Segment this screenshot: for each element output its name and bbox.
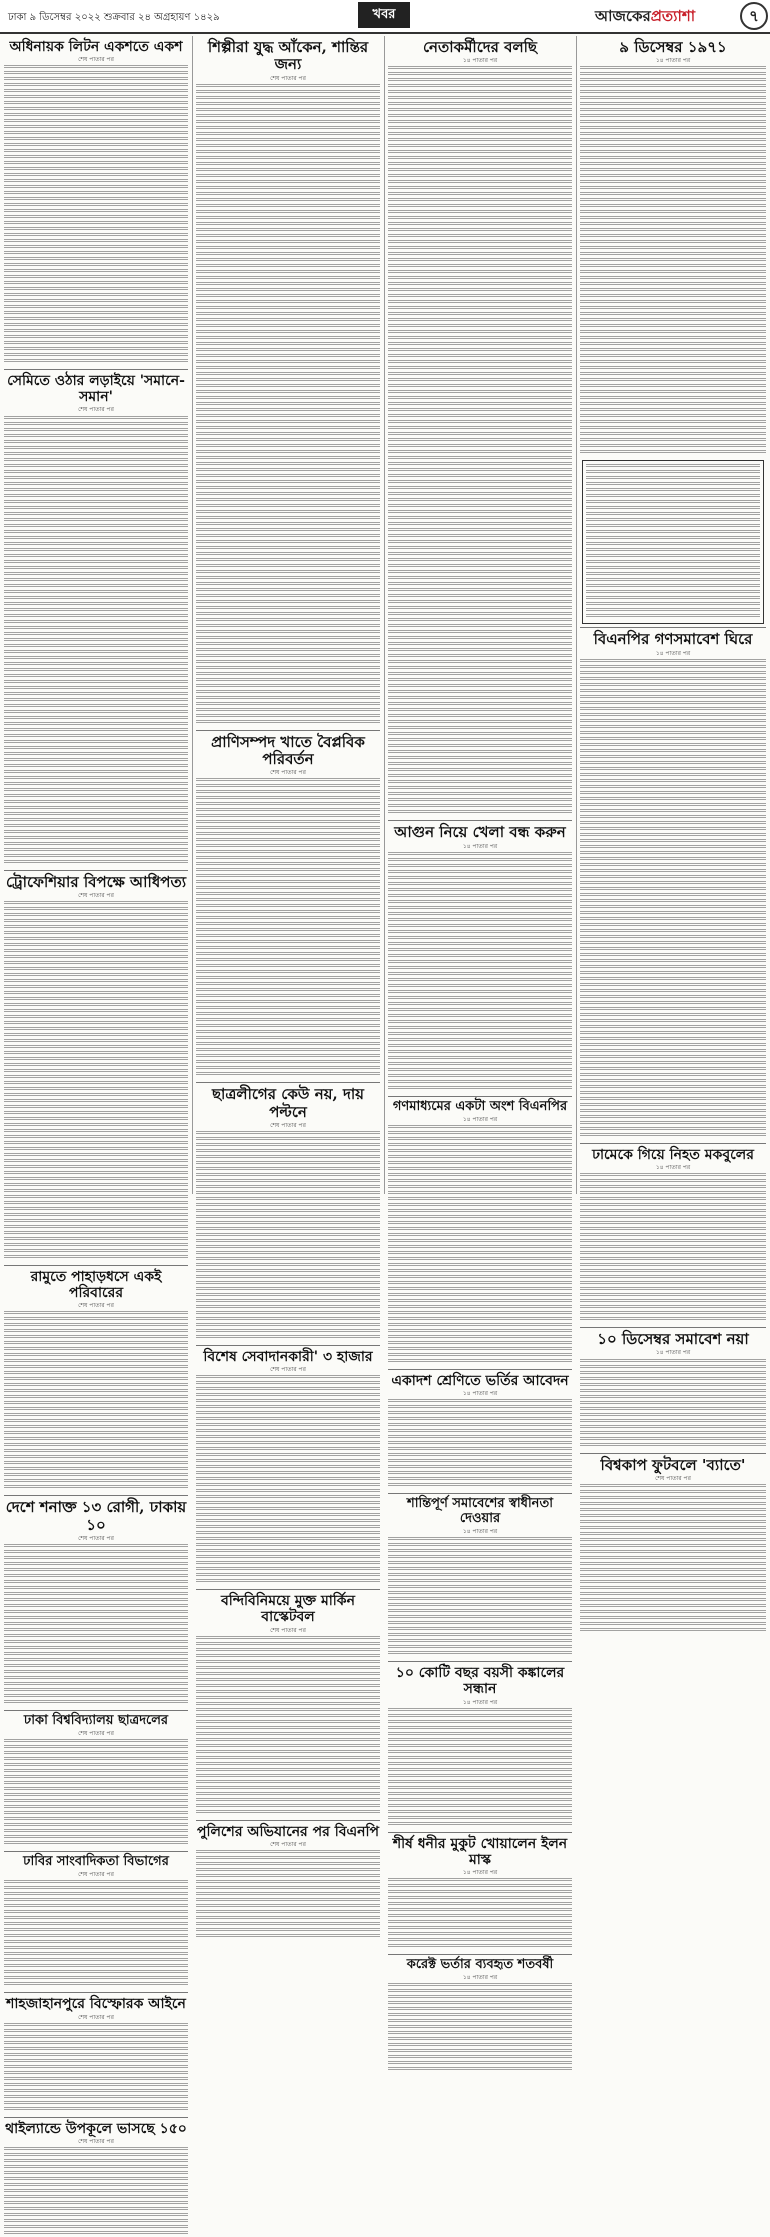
news-article [388,1373,572,1489]
article-body-text [4,1739,188,1847]
news-article [388,39,572,816]
continuation-note: ১৪ পাতার পর [462,842,498,850]
continuation-note: শেষ পাতার পর [78,891,114,899]
article-headline: পুলিশের অভিযানের পর বিএনপি [196,1823,380,1840]
news-article [388,1665,572,1827]
article-headline: শীর্ষ ধনীর মুকুট খোয়ালেন ইলন মাস্ক [392,1835,568,1868]
continuation-note: ১৪ পাতার পর [462,57,498,65]
article-body-text [196,778,380,1078]
news-article [4,1996,188,2112]
news-article [4,39,188,365]
article-headline: রামুতে পাহাড়ধসে একই পরিবারের [30,1269,162,1302]
article-divider [388,1832,572,1833]
article-body-text [388,1708,572,1828]
date-line: ঢাকা ৯ ডিসেম্বর ২০২২ শুক্রবার ২৪ অগ্রহায়ণ ১৪২৯ [8,12,220,23]
continuation-note: শেষ পাতার পর [78,2137,114,2145]
article-body-text [580,1484,766,1634]
continuation-note: ১৪ পাতার পর [462,1528,498,1536]
section-label: খবর [358,2,410,28]
article-headline: ট্রোফেশিয়ার বিপক্ষে আধিপত্য [5,872,187,891]
continuation-note: শেষ পাতার পর [78,1871,114,1879]
article-divider [388,1493,572,1494]
article-divider [4,369,188,370]
news-article [580,1331,766,1448]
article-headline: শাহজাহানপুরে বিস্ফোরক আইনে [6,1996,186,2013]
article-body-text [4,65,188,365]
article-body-text [4,1544,188,1706]
article-divider [196,730,380,731]
article-divider [196,1082,380,1083]
article-body-text [580,659,766,1139]
continuation-note: ১৪ পাতার পর [462,1974,498,1982]
column-3 [388,36,572,1982]
article-headline: বন্দিবিনিময়ে মুক্ত মার্কিন বাস্কেটবল [221,1593,355,1626]
article-divider [196,1345,380,1346]
article-divider [388,1369,572,1370]
article-headline: ঢাবির সাংবাদিকতা বিভাগের [23,1854,169,1870]
article-headline: অধিনায়ক লিটন একশতে একশ [9,39,183,55]
article-body-text [4,1880,188,1988]
continuation-note: ১৪ পাতার পর [462,1115,498,1123]
continuation-note: ১৪ পাতার পর [655,1163,691,1171]
continuation-note: ১৪ পাতার পর [462,1390,498,1398]
article-headline: একাদশ শ্রেণিতে ভর্তির আবেদন [391,1373,569,1389]
continuation-note: শেষ পাতার পর [78,2013,114,2021]
newspaper-logo [595,5,695,30]
continuation-note: ১৪ পাতার পর [655,1349,691,1357]
news-article [4,1714,188,1847]
news-article [4,874,188,1261]
news-article [4,1499,188,1706]
news-article [196,734,380,1079]
article-body-text [4,2023,188,2113]
article-body-text [388,1537,572,1657]
continuation-note: শেষ পাতার পর [655,1474,691,1482]
article-body-text [4,2147,188,2237]
article-headline: প্রাণিসম্পদ খাতে বৈপ্লবিক পরিবর্তন [211,732,365,768]
article-divider [196,1589,380,1590]
article-headline: ১০ ডিসেম্বর সমাবেশ নয়া [597,1330,749,1349]
news-article [580,39,766,456]
article-divider [4,1265,188,1266]
article-divider [388,1954,572,1955]
article-divider [4,2117,188,2118]
news-article [4,1269,188,1491]
article-body-text [196,1636,380,1816]
news-article [580,1457,766,1634]
article-body-text [388,1878,572,1950]
news-article [4,2121,188,2237]
continuation-note: শেষ পাতার পর [78,1534,114,1542]
news-article [580,631,766,1138]
article-body-text [388,1399,572,1489]
continuation-note: শেষ পাতার পর [270,1366,306,1374]
article-body-text [4,901,188,1261]
article-divider [4,1851,188,1852]
news-article [388,824,572,1091]
continuation-note: শেষ পাতার পর [78,406,114,414]
continuation-note: ১৪ পাতার পর [655,649,691,657]
article-divider [580,627,766,628]
article-headline: শিল্পীরা যুদ্ধ আঁকেন, শান্তির জন্য [207,38,369,74]
column-4 [580,36,766,1482]
logo-suffix: প্রত্যাশা [650,7,696,25]
article-divider [580,1327,766,1328]
article-divider [4,1495,188,1496]
article-divider [4,870,188,871]
article-divider [196,1820,380,1821]
article-headline: থাইল্যান্ডে উপকূলে ভাসছে ১৫০ [5,2120,187,2137]
continuation-note: শেষ পাতার পর [78,56,114,64]
news-article [4,1855,188,1988]
news-article [388,1497,572,1657]
news-article [388,1836,572,1950]
article-body-text [196,1131,380,1341]
column-divider [192,36,193,1194]
article-headline: শান্তিপূর্ণ সমাবেশের স্বাধীনতা দেওয়ার [407,1496,553,1527]
article-body-text [388,66,572,816]
column-divider [384,36,385,1194]
continuation-note: ১৪ পাতার পর [655,57,691,65]
article-body-text [580,1359,766,1449]
article-divider [580,1143,766,1144]
article-divider [4,1710,188,1711]
news-article [388,1100,572,1365]
article-body-text [580,1173,766,1323]
news-article [4,373,188,865]
column-divider [576,36,577,1194]
continuation-note: শেষ পাতার পর [270,1121,306,1129]
article-headline: দেশে শনাক্ত ১৩ রোগী, ঢাকায় ১০ [5,1498,187,1534]
article-headline: গণমাধ্যমের একটা অংশ বিএনপির [392,1098,568,1114]
article-headline: ছাত্রলীগের কেউ নয়, দায় পল্টনে [211,1085,365,1121]
article-body-text [388,1125,572,1365]
article-headline: ঢামেকে গিয়ে নিহত মকবুলের [592,1146,754,1163]
continuation-note: শেষ পাতার পর [270,74,306,82]
article-headline: সেমিতে ওঠার লড়াইয়ে 'সমানে-সমান' [7,373,185,406]
article-headline: ঢাকা বিশ্ববিদ্যালয় ছাত্রদলের [23,1713,169,1729]
article-divider [4,1992,188,1993]
article-divider [388,820,572,821]
article-body-text [4,416,188,866]
page-header [0,0,770,34]
article-headline: বিশ্বকাপ ফুটবলে 'ব্যাতে' [600,1455,746,1474]
article-body-text [4,1311,188,1491]
article-headline: করেক্ট ভর্তার ব্যবহৃত শতবর্ষী [406,1957,554,1973]
article-headline: আগুন নিয়ে খেলা বন্ধ করুন [394,823,566,842]
logo-prefix: আজকের [595,7,651,25]
news-article [196,1824,380,1940]
article-headline: বিশেষ সেবাদানকারী' ৩ হাজার [203,1349,373,1366]
news-article [580,1147,766,1323]
article-divider [388,1661,572,1662]
article-headline: ১০ কোটি বছর বয়সী কঙ্কালের সন্ধান [395,1665,565,1698]
continuation-note: শেষ পাতার পর [78,1730,114,1738]
article-body-text [196,84,380,726]
column-1 [4,36,188,2145]
article-body-text [196,1375,380,1585]
continuation-note: ১৪ পাতার পর [462,1698,498,1706]
article-headline: ৯ ডিসেম্বর ১৯৭১ [619,38,727,56]
continuation-note: শেষ পাতার পর [78,1302,114,1310]
news-article [196,39,380,726]
article-headline: বিএনপির গণসমাবেশ ঘিরে [593,630,753,649]
article-divider [388,1096,572,1097]
article-body-text [196,1850,380,1940]
continuation-note: শেষ পাতার পর [270,1626,306,1634]
news-article [196,1086,380,1341]
news-article [196,1593,380,1815]
article-body-text [388,852,572,1092]
article-headline: নেতাকর্মীদের বলছি [422,38,538,56]
page-number: ৭ [740,2,768,30]
news-article [196,1349,380,1585]
continuation-note: ১৪ পাতার পর [462,1868,498,1876]
article-body-text [586,464,760,620]
news-article [388,1958,572,2073]
article-body-text [388,1983,572,2073]
article-body-text [580,66,766,456]
continuation-note: শেষ পাতার পর [270,1840,306,1848]
article-divider [580,1453,766,1454]
column-2 [196,36,380,1848]
news-article [582,460,764,624]
continuation-note: শেষ পাতার পর [270,769,306,777]
